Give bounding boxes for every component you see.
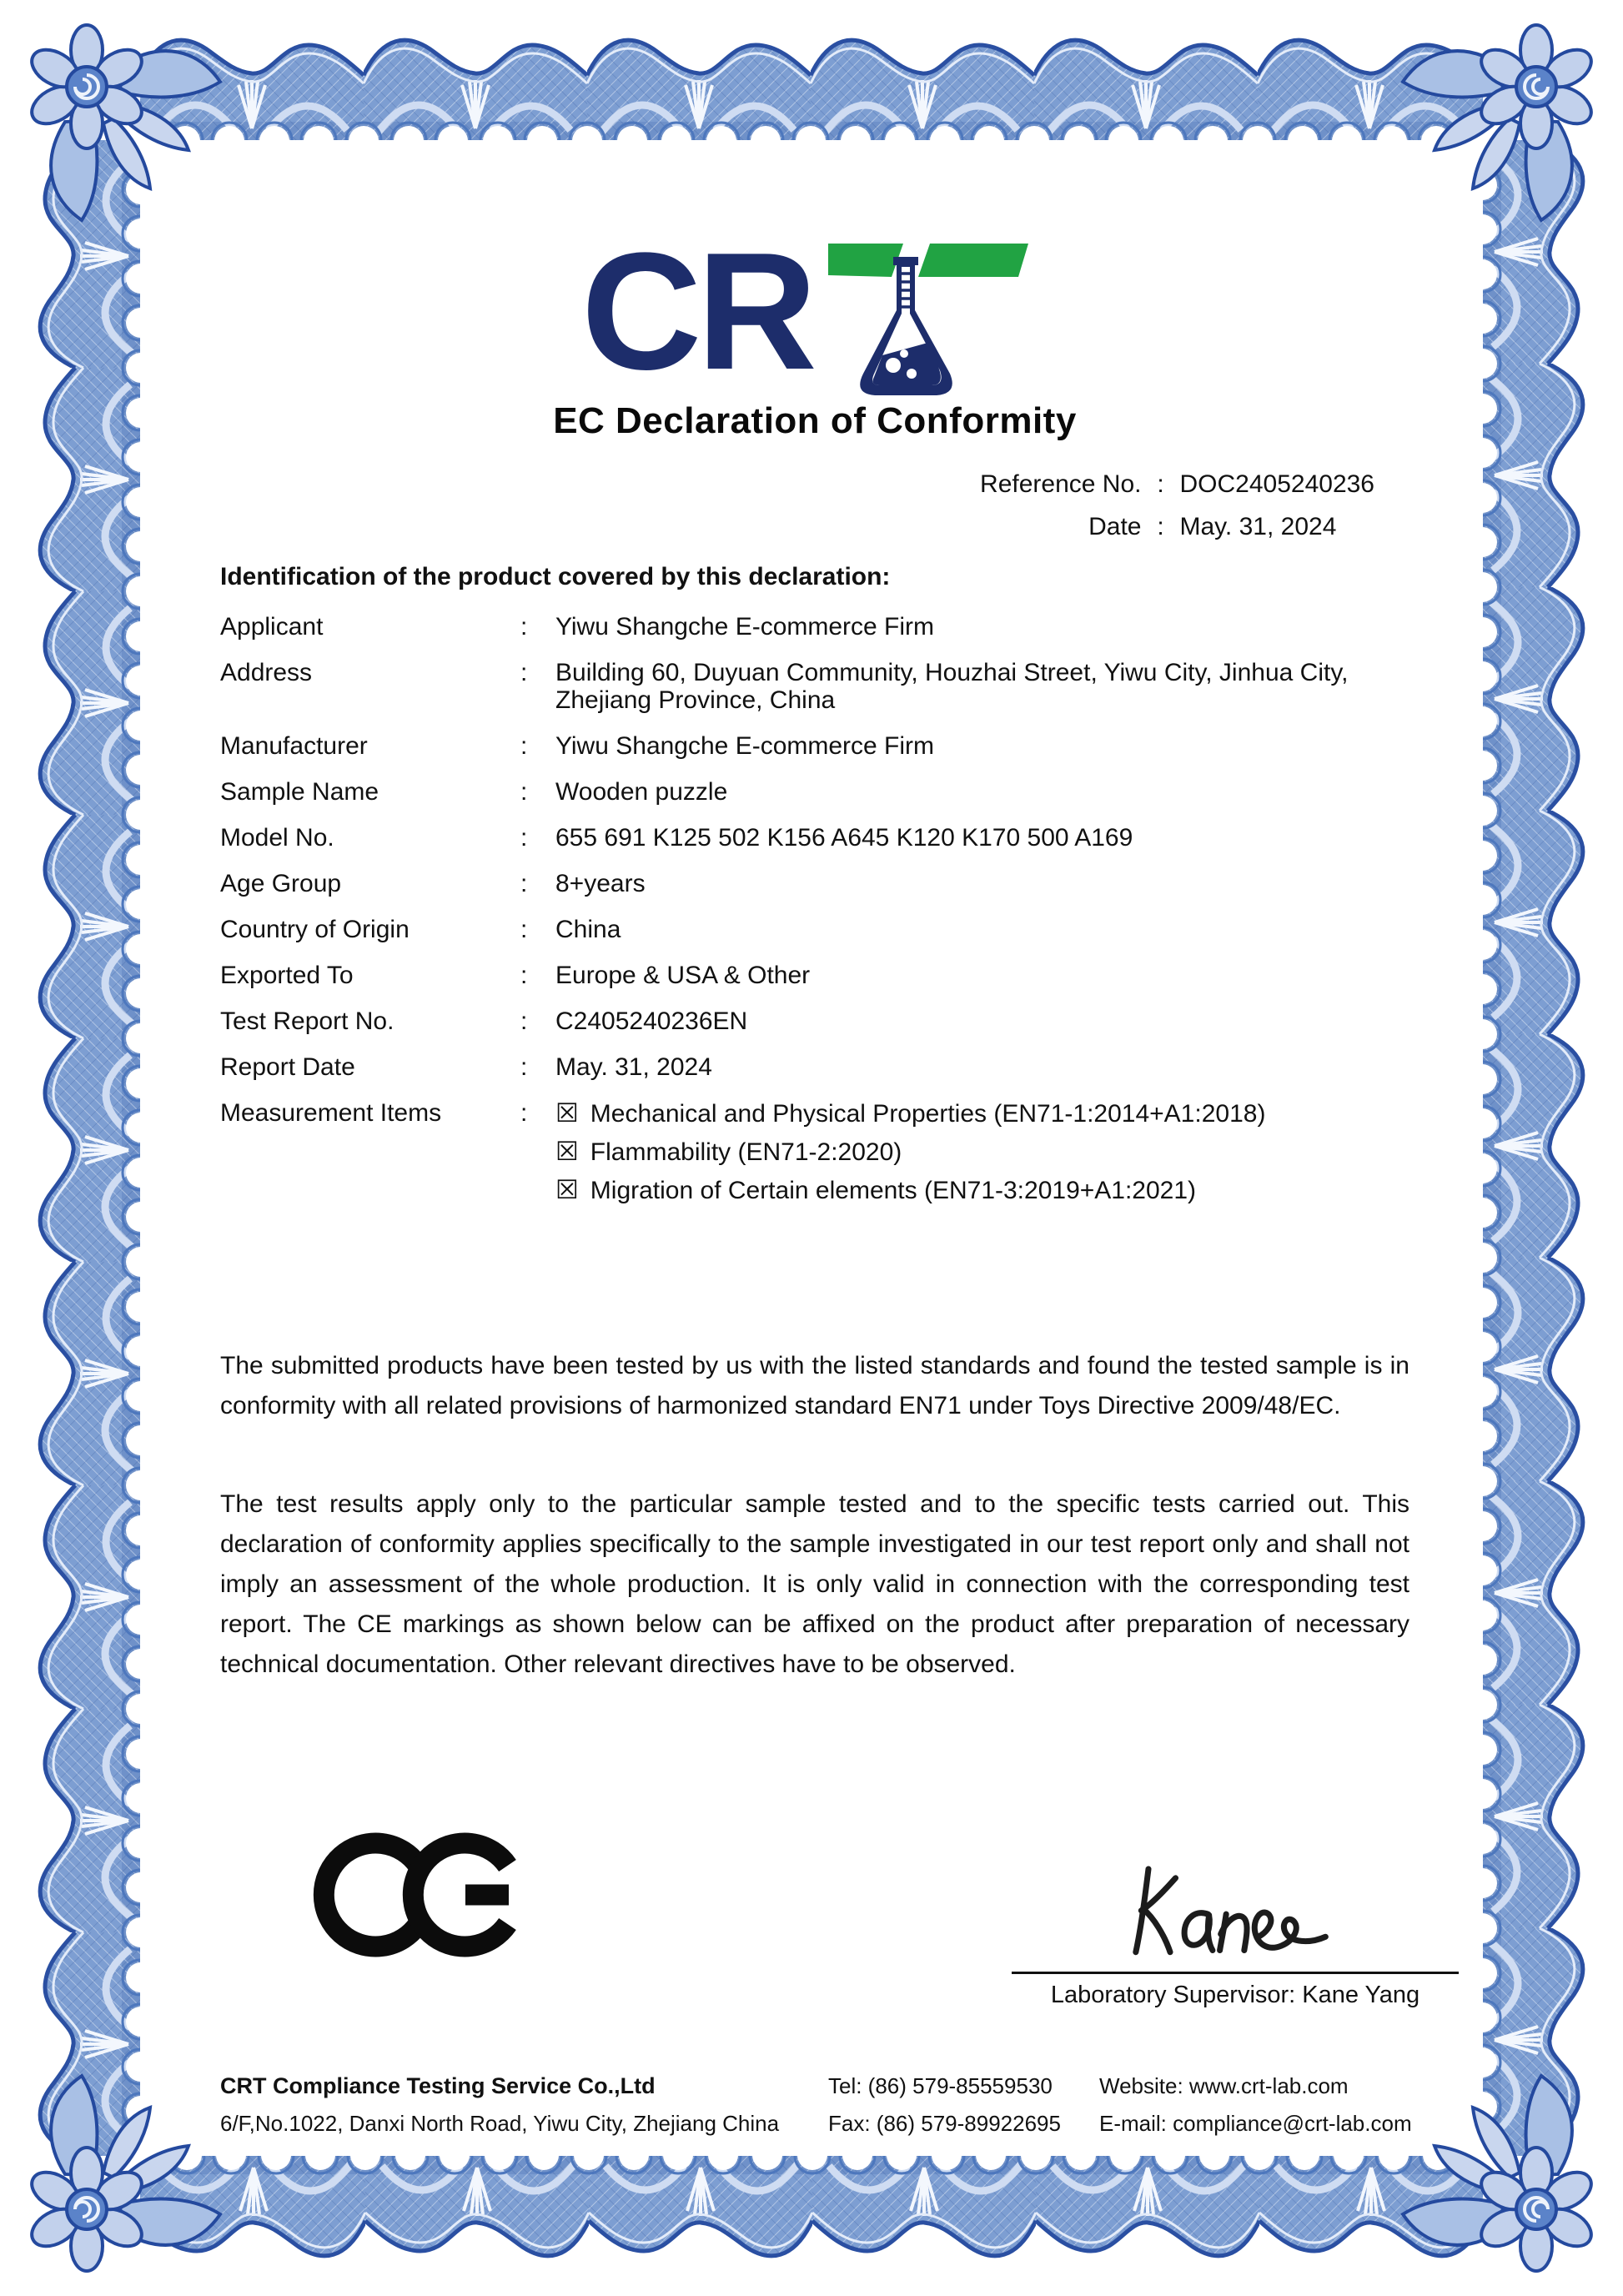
reference-row bbox=[952, 470, 1374, 499]
reference-label: Reference No. bbox=[980, 470, 1142, 498]
logo-letters: CR bbox=[581, 229, 812, 395]
reference-value: DOC2405240236 bbox=[1179, 470, 1374, 498]
measurement-item bbox=[555, 1099, 1409, 1128]
date-colon: : bbox=[1157, 513, 1164, 540]
field-row-age-group bbox=[220, 870, 1409, 897]
footer-email: E-mail: compliance@crt-lab.com bbox=[1099, 2111, 1412, 2136]
ce-mark-image bbox=[310, 1828, 524, 1962]
ce-mark bbox=[310, 1828, 524, 1966]
measurement-item bbox=[555, 1138, 1409, 1166]
field-row-address bbox=[220, 659, 1409, 714]
field-label: Country of Origin bbox=[220, 916, 410, 943]
field-row-exported-to bbox=[220, 962, 1409, 989]
field-value: Building 60, Duyuan Community, Houzhai Street, Yiwu City, Jinhua City, Zhejiang Province, China bbox=[555, 659, 1349, 714]
reference-colon: : bbox=[1157, 470, 1164, 498]
document-title: EC Declaration of Conformity bbox=[553, 400, 1077, 441]
field-row-manufacturer bbox=[220, 732, 1409, 760]
field-label: Sample Name bbox=[220, 778, 379, 806]
conformity-statement-paragraph: The submitted products have been tested by us with the listed standards and found the tested sample is in conformity with all related provisions of harmonized standard EN71 under Toys Directive 2009/48/EC. bbox=[220, 1352, 1409, 1419]
footer-company-name: CRT Compliance Testing Service Co.,Ltd bbox=[220, 2073, 656, 2098]
field-label: Report Date bbox=[220, 1053, 355, 1081]
field-row-measurement-items bbox=[220, 1099, 1409, 1204]
field-label: Measurement Items bbox=[220, 1099, 442, 1127]
footer-phone-column bbox=[828, 2073, 1061, 2136]
field-row-country-of-origin bbox=[220, 916, 1409, 943]
field-label: Address bbox=[220, 659, 313, 686]
field-value: May. 31, 2024 bbox=[555, 1053, 712, 1081]
measurement-items-list bbox=[555, 1099, 1409, 1204]
logo-flask-icon bbox=[860, 257, 952, 395]
field-colon: : bbox=[520, 962, 528, 989]
field-value: Wooden puzzle bbox=[555, 778, 728, 806]
field-colon: : bbox=[520, 870, 528, 897]
field-colon: : bbox=[520, 1053, 528, 1081]
reference-block bbox=[952, 470, 1374, 541]
field-row-report-date bbox=[220, 1053, 1409, 1081]
footer-company-address: 6/F,No.1022, Danxi North Road, Yiwu City, Zhejiang China bbox=[220, 2111, 780, 2136]
field-value: 655 691 K125 502 K156 A645 K120 K170 500 A169 bbox=[555, 824, 1133, 852]
signature-kane bbox=[1110, 1858, 1360, 1967]
field-colon: : bbox=[520, 1099, 528, 1127]
signature-block bbox=[1012, 1858, 1459, 2009]
logo-green-bar bbox=[828, 244, 1028, 277]
measurement-item bbox=[555, 1176, 1409, 1204]
field-label: Age Group bbox=[220, 870, 342, 897]
field-colon: : bbox=[520, 916, 528, 943]
field-label: Test Report No. bbox=[220, 1007, 394, 1035]
field-colon: : bbox=[520, 613, 528, 641]
footer-company-column bbox=[220, 2073, 779, 2136]
field-row-model-no bbox=[220, 824, 1409, 852]
field-row-sample-name bbox=[220, 778, 1409, 806]
footer-fax: Fax: (86) 579-89922695 bbox=[828, 2111, 1061, 2136]
footer-tel: Tel: (86) 579-85559530 bbox=[828, 2073, 1053, 2098]
field-colon: : bbox=[520, 824, 528, 852]
footer-web-column bbox=[1099, 2073, 1412, 2136]
date-row bbox=[952, 513, 1374, 541]
measurement-item-text: Mechanical and Physical Properties (EN71-1:2014+A1:2018) bbox=[590, 1100, 1266, 1128]
disclaimer-paragraph: The test results apply only to the particular sample tested and to the specific tests carried out. This declaration of conformity applies specifically to the sample investigated in our test report only and shall not imply an assessment of the whole production. It is only valid in connection with the corresponding test report. The CE markings as shown below can be affixed on the product after preparation of necessary technical documentation. Other relevant directives have to be observed. bbox=[220, 1490, 1409, 1678]
field-colon: : bbox=[520, 778, 528, 806]
product-fields bbox=[220, 613, 1409, 1204]
field-value: Yiwu Shangche E-commerce Firm bbox=[555, 732, 935, 760]
certificate-content bbox=[220, 142, 1409, 1685]
field-value: Europe & USA & Other bbox=[555, 962, 811, 989]
field-label: Applicant bbox=[220, 613, 324, 641]
field-value: C2405240236EN bbox=[555, 1007, 748, 1035]
field-label: Model No. bbox=[220, 824, 334, 852]
field-colon: : bbox=[520, 732, 528, 760]
field-value: China bbox=[555, 916, 621, 943]
signature-line bbox=[1012, 1972, 1459, 1974]
field-colon: : bbox=[520, 1007, 528, 1035]
field-value: Yiwu Shangche E-commerce Firm bbox=[555, 613, 935, 641]
field-colon: : bbox=[520, 659, 528, 686]
field-row-test-report-no bbox=[220, 1007, 1409, 1035]
checked-checkbox-icon: ☒ bbox=[555, 1137, 579, 1166]
measurement-item-text: Migration of Certain elements (EN71-3:2019+A1:2021) bbox=[590, 1177, 1197, 1204]
checked-checkbox-icon: ☒ bbox=[555, 1175, 579, 1204]
field-value: 8+years bbox=[555, 870, 646, 897]
footer-website: Website: www.crt-lab.com bbox=[1099, 2073, 1349, 2098]
crt-logo bbox=[581, 229, 1048, 395]
identification-heading: Identification of the product covered by this declaration: bbox=[220, 563, 891, 590]
field-label: Manufacturer bbox=[220, 732, 368, 760]
date-value: May. 31, 2024 bbox=[1179, 513, 1337, 540]
date-label: Date bbox=[1088, 513, 1142, 540]
field-label: Exported To bbox=[220, 962, 354, 989]
field-row-applicant bbox=[220, 613, 1409, 641]
measurement-item-text: Flammability (EN71-2:2020) bbox=[590, 1138, 902, 1166]
crt-logo-image bbox=[581, 229, 1048, 395]
checked-checkbox-icon: ☒ bbox=[555, 1098, 579, 1128]
signature-title: Laboratory Supervisor: Kane Yang bbox=[1050, 1982, 1420, 2008]
